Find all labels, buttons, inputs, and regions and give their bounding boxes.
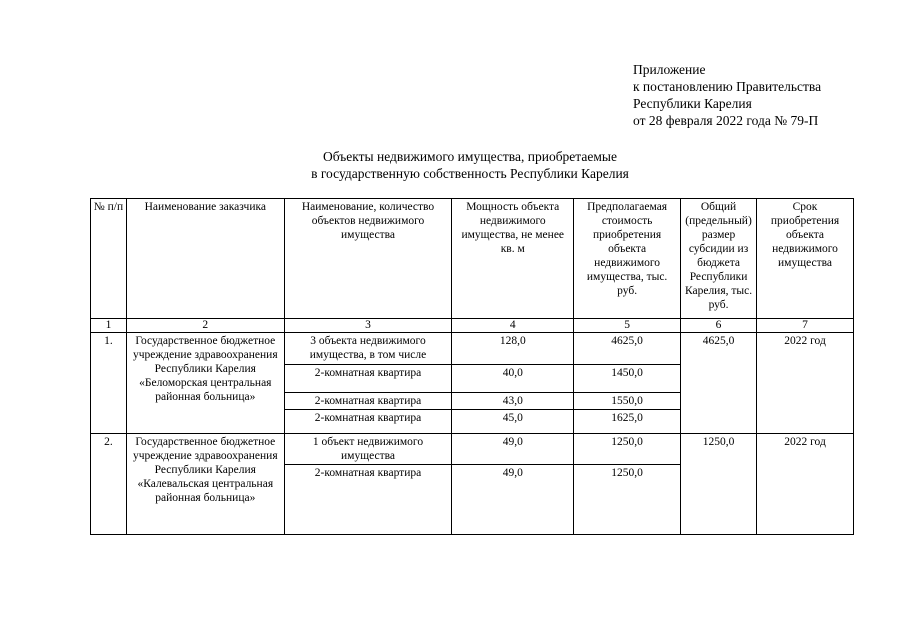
customer-name: Государственное бюджетное учреждение здравоохранения Республики Карелия «Беломорская центральная районная больница» [126,333,284,434]
index-cell: 7 [757,319,854,333]
appendix-line: Республики Карелия [633,96,752,111]
index-cell: 5 [574,319,681,333]
header-cell: Срок приобретения объекта недвижимого имущества [757,199,854,319]
row-number: 2. [91,434,127,535]
index-cell: 3 [284,319,452,333]
object-cost: 4625,0 [574,333,681,365]
object-name: 3 объекта недвижимого имущества, в том числе [284,333,452,365]
title-line: в государственную собственность Республики Карелия [311,166,629,181]
index-cell: 2 [126,319,284,333]
object-name: 2-комнатная квартира [284,465,452,535]
object-area: 43,0 [452,393,574,410]
object-cost: 1250,0 [574,465,681,535]
subsidy-amount: 1250,0 [681,434,757,535]
header-cell: Наименование заказчика [126,199,284,319]
appendix-block [633,61,821,129]
header-cell: Общий (предельный) размер субсидии из бюджета Республики Карелия, тыс. руб. [681,199,757,319]
appendix-line: от 28 февраля 2022 года № 79-П [633,113,819,128]
document-title [200,148,740,182]
object-area: 45,0 [452,410,574,434]
object-area: 49,0 [452,434,574,465]
title-line: Объекты недвижимого имущества, приобретаемые [323,149,617,164]
appendix-line: Приложение [633,62,706,77]
table-header-row [91,199,854,319]
object-area: 40,0 [452,365,574,393]
object-area: 49,0 [452,465,574,535]
table-row [91,333,854,365]
acquisition-term: 2022 год [757,434,854,535]
subsidy-amount: 4625,0 [681,333,757,434]
index-cell: 6 [681,319,757,333]
column-index-row [91,319,854,333]
object-name: 1 объект недвижимого имущества [284,434,452,465]
customer-name: Государственное бюджетное учреждение здравоохранения Республики Карелия «Калевальская центральная районная больница» [126,434,284,535]
header-cell: Мощность объекта недвижимого имущества, не менее кв. м [452,199,574,319]
acquisition-term: 2022 год [757,333,854,434]
row-number: 1. [91,333,127,434]
object-cost: 1625,0 [574,410,681,434]
appendix-line: к постановлению Правительства [633,79,822,94]
object-cost: 1250,0 [574,434,681,465]
object-cost: 1550,0 [574,393,681,410]
table-row [91,434,854,465]
object-name: 2-комнатная квартира [284,393,452,410]
index-cell: 1 [91,319,127,333]
header-cell: Наименование, количество объектов недвижимого имущества [284,199,452,319]
index-cell: 4 [452,319,574,333]
property-table [90,198,854,535]
object-cost: 1450,0 [574,365,681,393]
object-name: 2-комнатная квартира [284,365,452,393]
header-cell: Предполагаемая стоимость приобретения объекта недвижимого имущества, тыс. руб. [574,199,681,319]
header-cell: № п/п [91,199,127,319]
object-name: 2-комнатная квартира [284,410,452,434]
object-area: 128,0 [452,333,574,365]
